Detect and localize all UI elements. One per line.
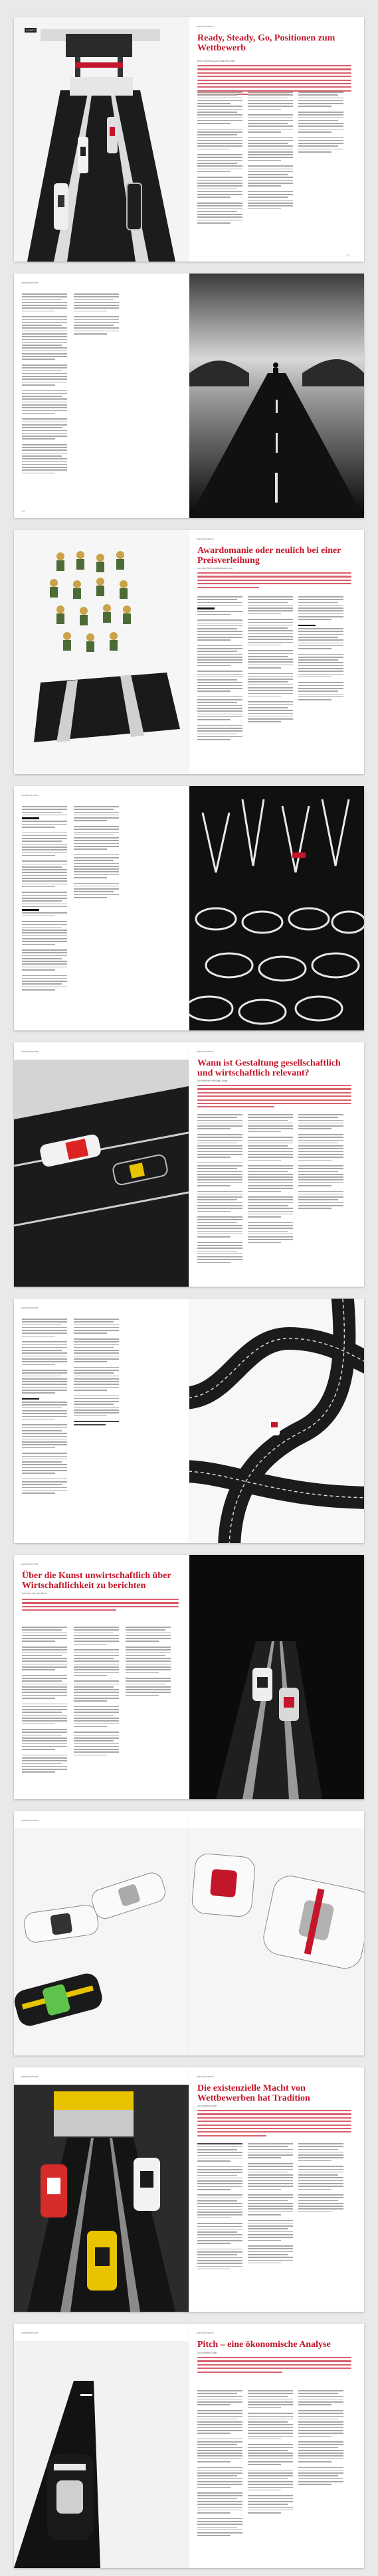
photo-slot-cars-overhead — [14, 1828, 364, 2055]
photo-slot-cars-racing — [14, 1060, 189, 1287]
photo-glasses — [189, 786, 364, 1030]
spread-6 — [14, 1299, 364, 1543]
body-column-2 — [74, 1627, 119, 1757]
spread-5 — [14, 1042, 364, 1287]
figurines-image — [14, 530, 189, 774]
article-headline: Wann ist Gestaltung gesellschaftlich und wirtschaftlich relevant? — [197, 1058, 341, 1078]
slot-car-pit-image — [14, 2085, 189, 2312]
slot-cars-racing-image — [14, 1060, 189, 1287]
slot-cars-overhead-image — [14, 1828, 364, 2055]
photo-slot-cars-dark — [189, 1555, 364, 1799]
article-headline: Awardomanie oder neulich bei einer Preisverleihung — [197, 546, 341, 566]
spread-10 — [14, 2324, 364, 2568]
article-subline: von Andreas Leser — [197, 2352, 217, 2354]
page-label: wettbewerbe — [21, 2331, 39, 2334]
page-label: wettbewerbe — [21, 281, 39, 284]
page-label: wettbewerbe — [21, 1818, 39, 1822]
body-column-3 — [126, 1627, 171, 1698]
page-label: wettbewerbe — [197, 2331, 214, 2334]
body-column-2 — [74, 1319, 119, 1427]
body-column-2 — [74, 293, 119, 336]
body-column-2 — [248, 2143, 293, 2265]
photo-lone-runner — [189, 274, 364, 518]
page-label: wettbewerbe — [21, 1562, 39, 1566]
body-column-1 — [22, 1627, 67, 1775]
article-subline: Eine Einführung von Andreas Leser — [197, 60, 235, 62]
page-label: wettbewerbe — [21, 2075, 39, 2078]
photo-race-track — [189, 1299, 364, 1543]
page-label: wettbewerbe — [21, 1050, 39, 1053]
article-subline: Ein Interview mit Anja Lange — [197, 1080, 228, 1082]
glasses-image — [189, 786, 364, 1030]
body-column-3 — [298, 2143, 343, 2214]
body-column-1 — [197, 92, 242, 225]
body-column-1 — [197, 596, 242, 742]
body-column-3 — [298, 1114, 343, 1211]
article-subline: Kolumne von Jan Ehert — [22, 1592, 47, 1595]
body-column-3 — [298, 92, 343, 154]
slot-car-contrast-image — [14, 2341, 189, 2568]
spread-4 — [14, 786, 364, 1030]
body-column-2 — [248, 92, 293, 211]
body-column-1 — [197, 1114, 242, 1265]
article-headline: Ready, Steady, Go, Positionen zum Wettbewerb — [197, 33, 335, 53]
body-column-1 — [197, 2390, 242, 2538]
photo-figurines — [14, 530, 189, 774]
article-headline: Pitch – eine ökonomische Analyse — [197, 2340, 331, 2350]
body-column-2 — [248, 1114, 293, 1245]
body-column-3 — [298, 596, 343, 702]
body-column-1 — [22, 293, 67, 475]
slot-car-start-image — [14, 17, 189, 262]
lead-paragraph — [197, 1085, 351, 1110]
lead-paragraph — [197, 2110, 351, 2138]
lead-paragraph — [197, 2357, 351, 2375]
article-subline: von Andreas Leser — [197, 2105, 217, 2107]
page-label: wettbewerbe — [21, 793, 39, 797]
body-column-3 — [298, 2390, 343, 2487]
lone-runner-image — [189, 274, 364, 518]
page-label: wettbewerbe — [197, 2075, 214, 2078]
article-subline: von Jan Ehert und Andreas Leser — [197, 567, 233, 570]
page-label: wettbewerbe — [197, 1050, 214, 1053]
start-sign: START — [26, 29, 36, 32]
body-column-2 — [248, 2390, 293, 2515]
folio: 21 — [346, 253, 349, 256]
body-column-1 — [22, 1319, 67, 1495]
page-label: wettbewerbe — [21, 1306, 39, 1309]
article-headline: Die existenzielle Macht von Wettbewerben hat Tradition — [197, 2083, 310, 2103]
spread-8 — [14, 1811, 364, 2055]
body-column-1 — [22, 806, 67, 992]
slot-cars-dark-image — [189, 1555, 364, 1799]
page-label: wettbewerbe — [197, 537, 214, 540]
body-column-2 — [248, 596, 293, 724]
folio: 22 — [22, 509, 25, 513]
race-track-image — [189, 1299, 364, 1543]
photo-slot-car-pit — [14, 2085, 189, 2312]
spread-2 — [14, 274, 364, 518]
spread-9 — [14, 2067, 364, 2312]
article-headline: Über die Kunst unwirtschaftlich über Wirtschaftlichkeit zu berichten — [22, 1571, 171, 1591]
photo-slot-car-contrast — [14, 2341, 189, 2568]
body-column-2 — [74, 806, 119, 900]
page-label: wettbewerbe — [197, 25, 214, 28]
spread-7 — [14, 1555, 364, 1799]
body-column-1 — [197, 2143, 242, 2271]
lead-paragraph — [22, 1599, 179, 1613]
spread-3 — [14, 530, 364, 774]
photo-slot-car-start — [14, 17, 189, 262]
lead-paragraph — [197, 572, 351, 590]
spread-1 — [14, 17, 364, 262]
